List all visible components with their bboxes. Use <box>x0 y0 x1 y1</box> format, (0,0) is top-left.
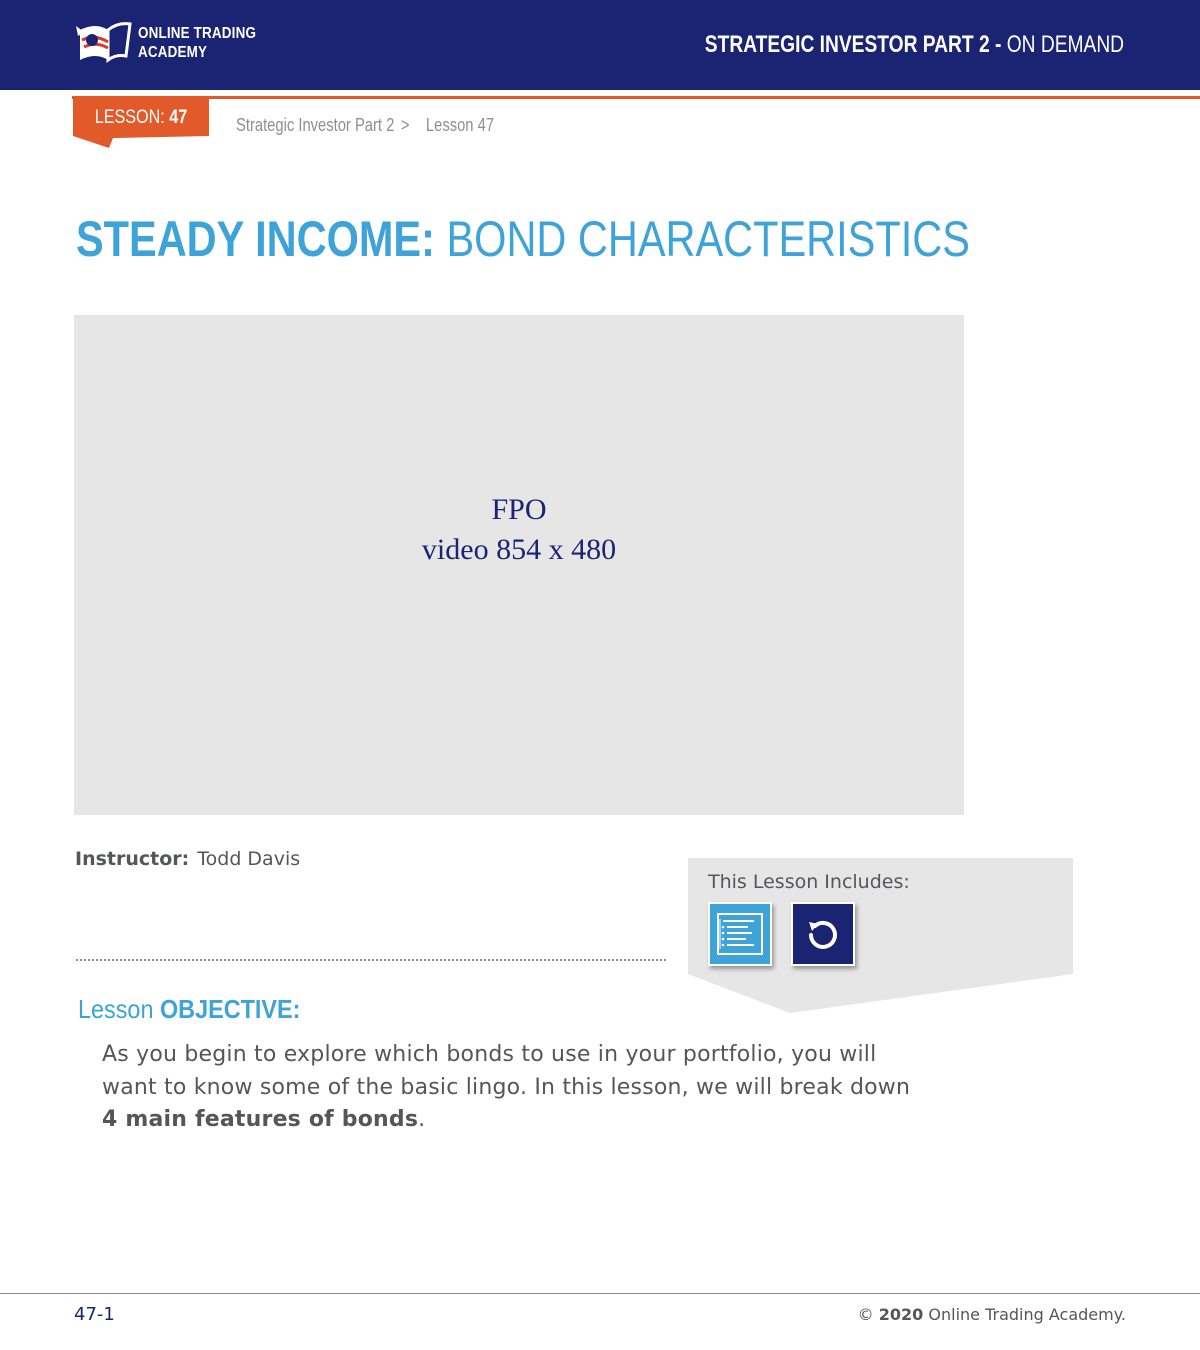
lesson-label: LESSON: <box>94 107 165 128</box>
lesson-number: 47 <box>169 107 188 128</box>
objective-heading-bold: OBJECTIVE: <box>159 994 301 1024</box>
course-title <box>705 30 1124 60</box>
instructor-line <box>75 846 300 872</box>
breadcrumb-separator: > <box>400 115 410 135</box>
page-title <box>76 210 970 268</box>
instructor-label: Instructor: <box>75 848 190 870</box>
instructor-name: Todd Davis <box>197 848 301 870</box>
copyright <box>858 1304 1126 1326</box>
orange-divider <box>72 96 1200 99</box>
online-trading-academy-logo[interactable] <box>74 20 257 68</box>
logo-line-2: ACADEMY <box>138 44 208 61</box>
logo-line-1: ONLINE TRADING <box>138 25 257 42</box>
dotted-divider <box>76 959 666 961</box>
copyright-symbol: © <box>857 1305 874 1324</box>
video-dimensions-text: video 854 x 480 <box>421 533 617 566</box>
lesson-includes-title: This Lesson Includes: <box>708 871 910 893</box>
objective-heading-light: Lesson <box>78 994 154 1024</box>
page-title-bold: STEADY INCOME: <box>76 211 435 267</box>
logo-text <box>138 24 256 62</box>
notes-icon[interactable] <box>708 902 772 966</box>
objective-text-main: As you begin to explore which bonds to use in your portfolio, you will want to know some of the basic lingo. In this lesson, we will break down <box>102 1042 911 1100</box>
page-number: 47-1 <box>74 1304 115 1325</box>
breadcrumb-item-course[interactable]: Strategic Investor Part 2 <box>236 115 395 135</box>
top-header-bar <box>0 0 1200 90</box>
course-title-mode: ON DEMAND <box>1006 31 1124 58</box>
page-title-light: BOND CHARACTERISTICS <box>446 211 970 267</box>
objective-text-highlight: 4 main features of bonds <box>102 1107 419 1132</box>
objective-heading <box>78 994 300 1024</box>
lesson-tab-label <box>83 106 199 130</box>
logo-book-globe-icon <box>74 20 132 66</box>
breadcrumb-item-lesson[interactable]: Lesson 47 <box>425 115 495 135</box>
video-placeholder[interactable] <box>74 315 964 815</box>
copyright-year: 2020 <box>878 1305 924 1324</box>
copyright-company: Online Trading Academy. <box>928 1305 1126 1324</box>
objective-text-end: . <box>418 1107 426 1132</box>
video-fpo-text: FPO <box>491 493 547 526</box>
breadcrumb <box>236 114 494 136</box>
lesson-tab <box>73 96 209 148</box>
objective-text <box>102 1039 932 1137</box>
lesson-includes-panel <box>688 858 1073 1014</box>
replay-icon[interactable] <box>791 902 855 966</box>
course-title-main: STRATEGIC INVESTOR PART 2 - <box>704 31 1002 58</box>
footer-divider <box>0 1293 1200 1294</box>
video-placeholder-label <box>74 490 964 570</box>
